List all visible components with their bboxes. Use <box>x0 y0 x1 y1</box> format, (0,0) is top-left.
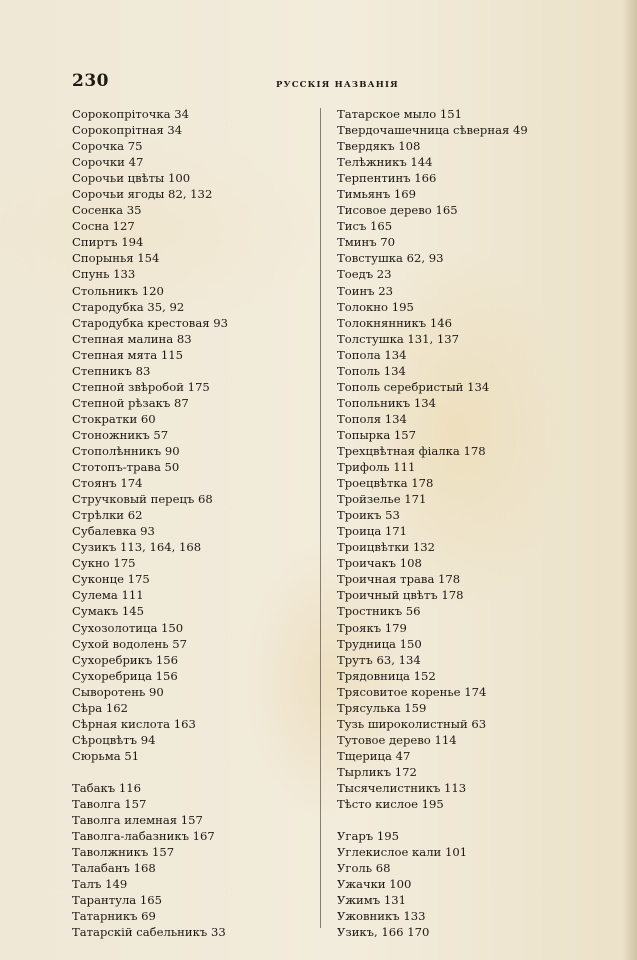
index-entry: Таволжникъ 157 <box>72 845 175 860</box>
index-entry: Терпентинъ 166 <box>337 171 437 186</box>
index-entry: Твердякъ 108 <box>337 139 421 154</box>
index-entry: Тминъ 70 <box>337 235 396 250</box>
index-entry: Сѣра 162 <box>72 700 129 715</box>
index-entry: Троикъ 53 <box>337 508 400 523</box>
index-entry: Тисъ 165 <box>337 219 393 234</box>
index-entry: Толокнянникъ 146 <box>337 315 452 330</box>
index-entry: Стократки 60 <box>72 411 156 426</box>
right-column <box>337 106 592 940</box>
left-block-t <box>72 780 327 940</box>
index-entry: Троичная трава 178 <box>337 572 461 587</box>
index-entry: Спорынья 154 <box>72 251 160 266</box>
index-entry: Троичакъ 108 <box>337 556 422 571</box>
index-entry: Сухоребрица 156 <box>72 668 178 683</box>
index-entry: Тимьянъ 169 <box>337 187 417 202</box>
index-entry: Сорокопріточка 34 <box>72 107 189 121</box>
index-entry: Трифоль 111 <box>337 460 416 475</box>
index-entry: Троица 171 <box>337 524 408 539</box>
block-gap <box>337 812 592 828</box>
index-entry: Татарское мыло 151 <box>337 107 463 121</box>
index-entry: Таволга илемная 157 <box>72 813 203 828</box>
index-entry: Сорокопрітная 34 <box>72 123 183 138</box>
index-entry: Степная мята 115 <box>72 347 183 362</box>
index-entry: Стоножникъ 57 <box>72 427 169 442</box>
index-entry: Трудница 150 <box>337 636 422 651</box>
index-entry: Степная малина 83 <box>72 331 192 346</box>
index-entry: Талъ 149 <box>72 877 128 892</box>
index-entry: Сухоребрикъ 156 <box>72 652 179 667</box>
index-entry: Тоинъ 23 <box>337 283 393 298</box>
index-entry: Тысячелистникъ 113 <box>337 780 467 795</box>
left-block-s <box>72 106 327 764</box>
index-entry: Трясовитое коренье 174 <box>337 684 487 699</box>
index-entry: Стоянъ 174 <box>72 476 143 491</box>
index-entry: Тисовое дерево 165 <box>337 203 458 218</box>
index-entry: Спунь 133 <box>72 267 136 282</box>
index-entry: Стародубка крестовая 93 <box>72 315 228 330</box>
index-entry: Топырка 157 <box>337 427 417 442</box>
index-entry: Тополя 134 <box>337 411 407 426</box>
index-entry: Толокно 195 <box>337 299 414 314</box>
index-entry: Ужовникъ 133 <box>337 909 426 924</box>
index-entry: Степникъ 83 <box>72 363 151 378</box>
index-entry: Телѣжникъ 144 <box>337 155 433 170</box>
index-entry: Тополь 134 <box>337 363 406 378</box>
index-entry: Тарантула 165 <box>72 893 163 908</box>
page-number: 230 <box>72 71 109 91</box>
index-entry: Тырликъ 172 <box>337 764 417 779</box>
left-column <box>72 106 327 940</box>
index-entry: Таволга-лабазникъ 167 <box>72 829 215 844</box>
index-entry: Сухозолотица 150 <box>72 620 184 635</box>
index-entry: Талабанъ 168 <box>72 861 156 876</box>
index-entry: Табакъ 116 <box>72 780 141 795</box>
index-entry: Трутъ 63, 134 <box>337 652 421 667</box>
index-entry: Сорочки 47 <box>72 155 144 170</box>
index-entry: Сукно 175 <box>72 556 136 571</box>
index-entry: Углекислое кали 101 <box>337 845 468 860</box>
index-entry: Тополь серебристый 134 <box>337 379 490 394</box>
index-entry: Сѣрная кислота 163 <box>72 716 196 731</box>
index-entry: Тоедъ 23 <box>337 267 392 282</box>
index-entry: Тройзелье 171 <box>337 492 427 507</box>
index-entry: Твердочашечница сѣверная 49 <box>337 123 528 138</box>
index-entry: Сузикъ 113, 164, 168 <box>72 540 202 555</box>
index-entry: Тѣсто кислое 195 <box>337 797 444 812</box>
index-entry: Угаръ 195 <box>337 829 399 844</box>
index-entry: Трядовница 152 <box>337 668 436 683</box>
index-entry: Стручковый перецъ 68 <box>72 492 213 507</box>
index-entry: Стрѣлки 62 <box>72 508 143 523</box>
index-entry: Суконце 175 <box>72 572 150 587</box>
index-entry: Татарскій сабельникъ 33 <box>72 925 226 940</box>
index-entry: Субалевка 93 <box>72 524 155 539</box>
index-entry: Трясулька 159 <box>337 700 427 715</box>
index-entry: Узикъ, 166 170 <box>337 925 430 940</box>
right-block-u <box>337 828 592 940</box>
index-entry: Тутовое дерево 114 <box>337 732 457 747</box>
index-entry: Стотопъ-трава 50 <box>72 460 180 475</box>
index-entry: Спиртъ 194 <box>72 235 144 250</box>
index-entry: Тузь широколистный 63 <box>337 716 487 731</box>
index-entry: Ужимъ 131 <box>337 893 406 908</box>
index-entry: Топольникъ 134 <box>337 395 436 410</box>
index-entry: Таволга 157 <box>72 797 147 812</box>
index-entry: Степной звѣробой 175 <box>72 379 210 394</box>
index-entry: Топола 134 <box>337 347 407 362</box>
index-entry: Степной рѣзакъ 87 <box>72 395 189 410</box>
index-entry: Сыворотень 90 <box>72 684 164 699</box>
index-entry: Ужачки 100 <box>337 877 412 892</box>
index-entry: Стольникъ 120 <box>72 283 164 298</box>
index-entry: Трехцвѣтная фіалка 178 <box>337 443 486 458</box>
index-entry: Тростникъ 56 <box>337 604 421 619</box>
index-entry: Сорочка 75 <box>72 139 143 154</box>
index-entry: Троякъ 179 <box>337 620 407 635</box>
index-entry: Сосна 127 <box>72 219 135 234</box>
index-entry: Тщерица 47 <box>337 748 411 763</box>
index-entry: Сулема 111 <box>72 588 144 603</box>
index-entry: Товстушка 62, 93 <box>337 251 444 266</box>
index-entry: Татарникъ 69 <box>72 909 156 924</box>
index-entry: Сухой водолень 57 <box>72 636 187 651</box>
index-entry: Троицвѣтки 132 <box>337 540 436 555</box>
index-entry: Сосенка 35 <box>72 203 142 218</box>
index-entry: Сумакъ 145 <box>72 604 145 619</box>
block-gap <box>72 764 327 780</box>
index-entry: Троецвѣтка 178 <box>337 476 434 491</box>
index-entry: Уголь 68 <box>337 861 391 876</box>
index-entry: Стополѣнникъ 90 <box>72 443 180 458</box>
index-entry: Сѣроцвѣтъ 94 <box>72 732 156 747</box>
index-entry: Сорочьи цвѣты 100 <box>72 171 191 186</box>
running-title: РУССКІЯ НАЗВАНІЯ <box>276 80 399 90</box>
index-entry: Троичный цвѣтъ 178 <box>337 588 464 603</box>
index-entry: Толстушка 131, 137 <box>337 331 460 346</box>
page-gutter-shadow <box>623 0 637 960</box>
index-entry: Стародубка 35, 92 <box>72 299 185 314</box>
index-entry: Сорочьи ягоды 82, 132 <box>72 187 213 202</box>
index-entry: Сюрьма 51 <box>72 748 140 763</box>
right-block-t <box>337 106 592 812</box>
